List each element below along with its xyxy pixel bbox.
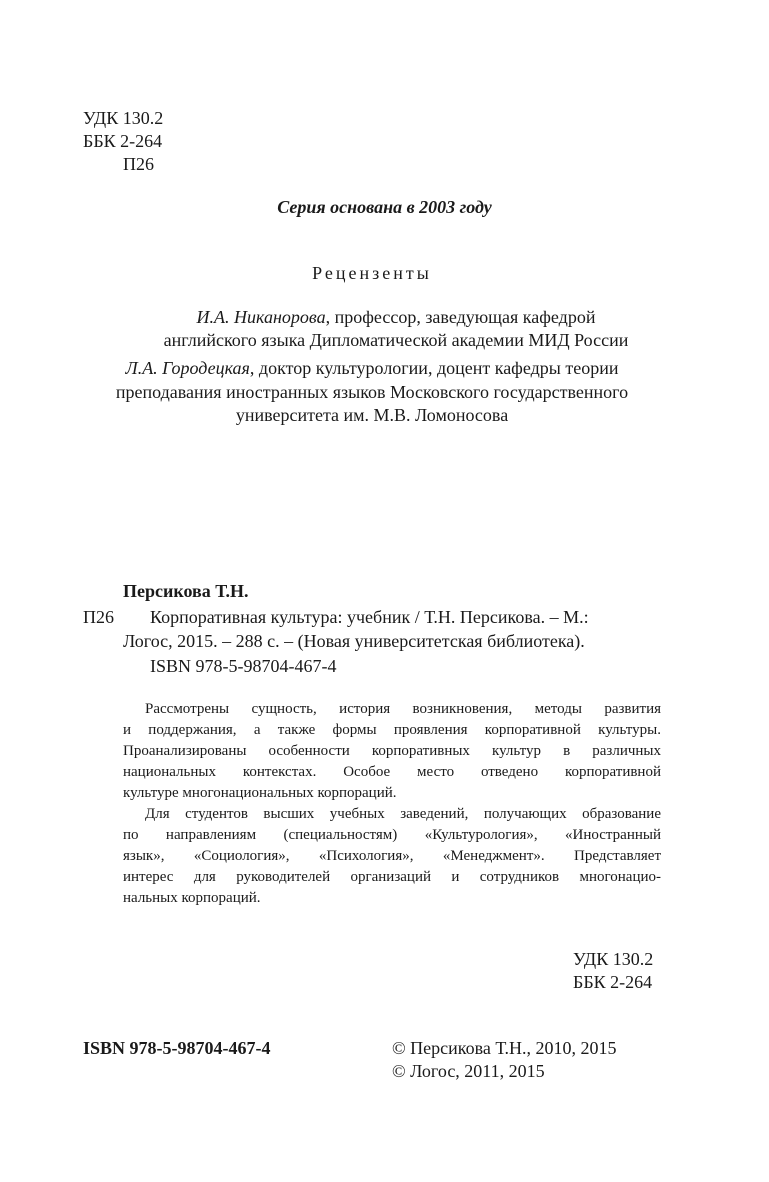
author-mark-top: П26 (123, 154, 154, 174)
annotation-p1-line1: Рассмотрены сущность, история возникновения, методы развития (145, 701, 661, 717)
reviewer-2-name: Л.А. Городецкая (125, 358, 250, 378)
copyright-publisher: © Логос, 2011, 2015 (392, 1061, 545, 1081)
catalog-mark: П26 (83, 607, 114, 627)
series-note: Серия основана в 2003 году (277, 197, 492, 217)
annotation-p1-line2: и поддержания, а также формы проявления корпоративной культуры. (123, 722, 661, 738)
reviewers-heading: Рецензенты (312, 263, 432, 283)
annotation-p2-line1: Для студентов высших учебных заведений, получающих образование (145, 806, 661, 822)
annotation-p2-line5: нальных корпораций. (123, 890, 261, 906)
annotation-p1-line5: культуре многонациональных корпораций. (123, 785, 397, 801)
annotation-p2-line3: язык», «Социология», «Психология», «Менеджмент». Представляет (123, 848, 661, 864)
reviewer-2-line1 (0, 357, 744, 380)
catalog-isbn: ISBN 978-5-98704-467-4 (150, 656, 337, 676)
bbk-code-bottom: ББК 2-264 (573, 972, 653, 992)
annotation-p1-line4: национальных контекстах. Особое место отведено корпоративной (123, 764, 661, 780)
isbn-bold: ISBN 978-5-98704-467-4 (83, 1038, 271, 1058)
annotation-p1-line3: Проанализированы особенности корпоративных культур в различных (123, 743, 661, 759)
udk-code-bottom: УДК 130.2 (573, 949, 654, 969)
reviewer-1-name: И.А. Никанорова (196, 307, 326, 327)
reviewer-1-line2: английского языка Дипломатической академии МИД России (163, 330, 629, 350)
reviewer-1-title: , профессор, заведующая кафедрой (325, 307, 596, 327)
copyright-author: © Персикова Т.Н., 2010, 2015 (392, 1038, 617, 1058)
reviewer-1-line1 (0, 306, 769, 329)
reviewer-2-title: , доктор культурологии, доцент кафедры теории (249, 358, 619, 378)
udk-code-top: УДК 130.2 (83, 108, 164, 128)
annotation-p2-line2: по направлениям (специальностям) «Культурология», «Иностранный (123, 827, 661, 843)
reviewer-2-line2: преподавания иностранных языков Московского государственного (115, 382, 629, 402)
reviewer-2-line3: университета им. М.В. Ломоносова (235, 405, 509, 425)
catalog-author: Персикова Т.Н. (123, 581, 249, 601)
bbk-code-top: ББК 2-264 (83, 131, 163, 151)
catalog-line1: Корпоративная культура: учебник / Т.Н. Персикова. – М.: (150, 607, 589, 627)
catalog-line2: Логос, 2015. – 288 с. – (Новая университетская библиотека). (123, 631, 585, 651)
annotation-p2-line4: интерес для руководителей организаций и сотрудников многонацио- (123, 869, 661, 885)
